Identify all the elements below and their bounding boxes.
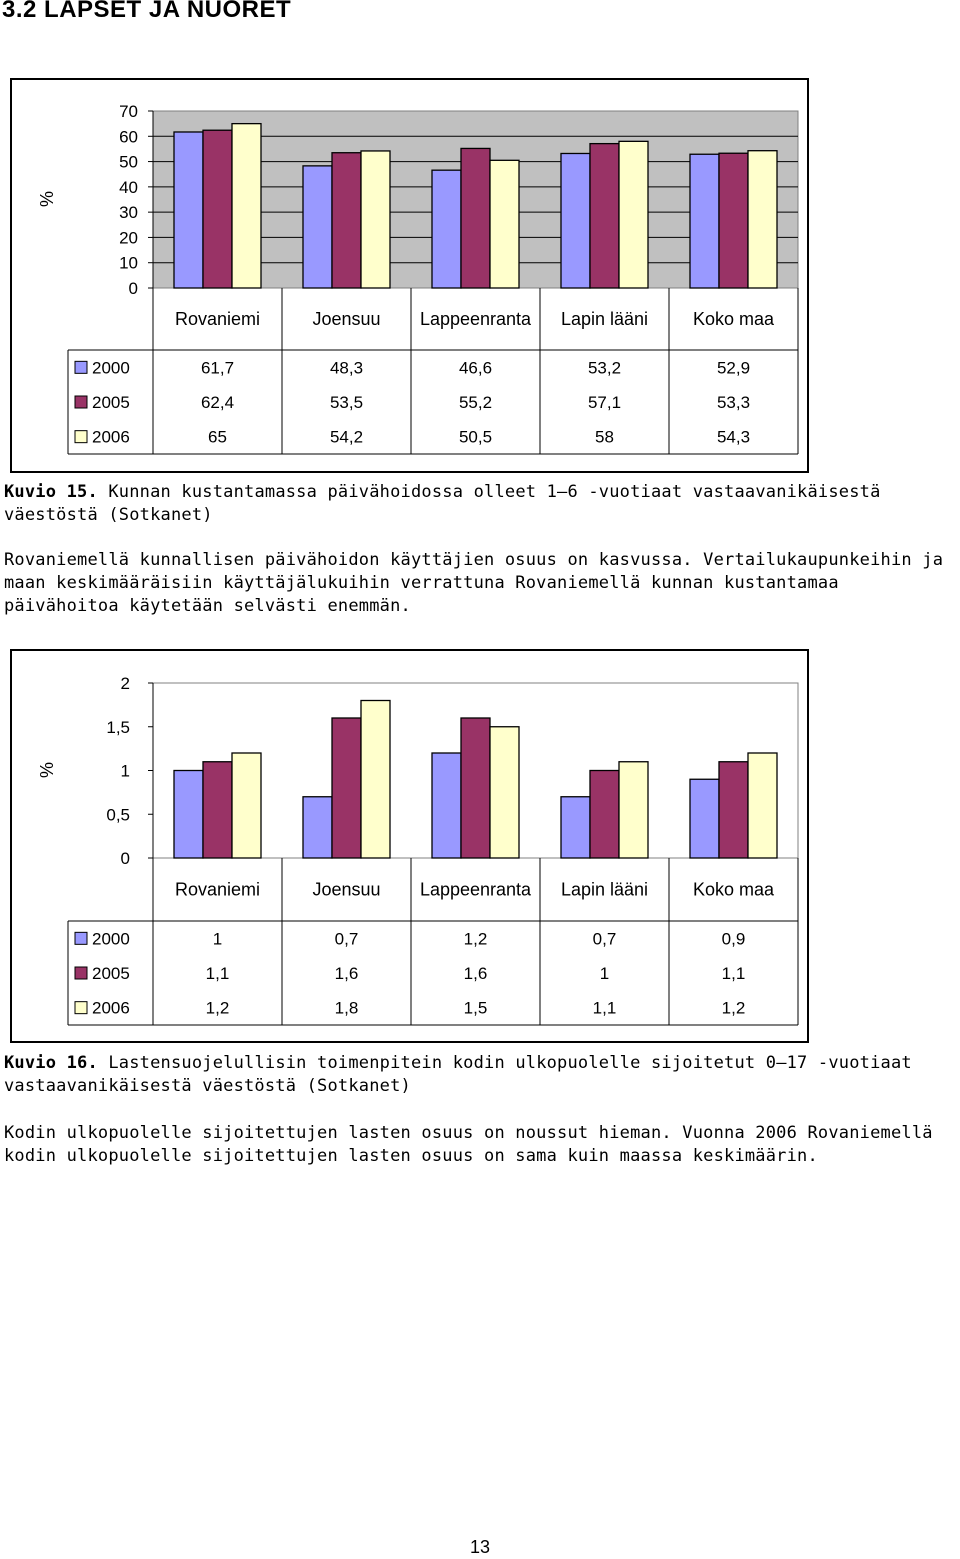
bar-2000 (561, 153, 590, 288)
data-label: 0,9 (721, 929, 746, 949)
chart-child-placement-share (10, 649, 809, 1043)
bar-2000 (303, 797, 332, 858)
bar-2000 (174, 132, 203, 288)
bar-2005 (461, 148, 490, 288)
bar-2006 (490, 160, 519, 288)
paragraph-child-placement: Kodin ulkopuolelle sijoitettujen lasten osuus on noussut hieman. Vuonna 2006 Rovaniemellä kodin ulkopuolelle sijoitettujen lasten osuus on sama kuin maassa keskimäärin. (4, 1123, 933, 1166)
figure-16-caption (4, 1052, 956, 1098)
data-label: 1,2 (463, 929, 488, 949)
y-tick-label: 1,5 (106, 717, 130, 737)
chart-svg (12, 80, 807, 471)
data-label: 1,1 (721, 964, 746, 983)
x-tick-label: Koko maa (692, 879, 775, 900)
bar-2006 (232, 753, 261, 858)
bar-2006 (619, 141, 648, 288)
data-label: 1,6 (463, 964, 488, 983)
bar-2006 (361, 701, 390, 859)
legend-label: 2000 (92, 929, 130, 949)
chart-svg (12, 651, 807, 1041)
data-label: 62,4 (200, 393, 235, 412)
y-tick-label: 50 (119, 152, 138, 172)
legend-label: 2006 (92, 998, 130, 1018)
data-label: 54,2 (329, 427, 364, 447)
legend-key-2006 (75, 1002, 87, 1014)
legend-label: 2005 (92, 393, 130, 412)
y-tick-label: 0,5 (106, 805, 130, 825)
y-tick-label: 0 (128, 279, 138, 298)
data-label: 1,2 (205, 998, 230, 1018)
bar-2005 (461, 718, 490, 858)
data-label: 65 (208, 427, 227, 447)
legend-label: 2000 (92, 358, 130, 378)
x-tick-label: Lappeenranta (419, 879, 532, 900)
bar-2005 (332, 153, 361, 288)
bar-2006 (490, 727, 519, 858)
y-axis-label: % (37, 190, 57, 208)
figure-15-caption (4, 481, 956, 527)
bar-2005 (590, 771, 619, 859)
legend-key-2006 (75, 431, 87, 443)
y-tick-label: 10 (119, 253, 138, 273)
y-tick-label: 30 (119, 203, 138, 223)
data-label: 53,3 (716, 393, 751, 412)
bar-2000 (432, 753, 461, 858)
x-tick-label: Joensuu (312, 879, 381, 900)
bar-2005 (203, 130, 232, 288)
data-label: 1,1 (592, 998, 617, 1018)
y-tick-label: 2 (120, 674, 130, 693)
data-label: 55,2 (458, 393, 493, 412)
data-label: 52,9 (716, 358, 751, 378)
bar-2006 (619, 762, 648, 858)
legend-key-2000 (75, 932, 87, 944)
data-label: 54,3 (716, 427, 751, 447)
paragraph-day-care: Rovaniemellä kunnallisen päivähoidon käyttäjien osuus on kasvussa. Vertailukaupunkeihin ja maan keskimääräisiin käyttäjälukuihin verrattuna Rovaniemellä kunnan kustantamaa päivähoitoa käytetään selvästi enemmän. (4, 550, 944, 616)
x-tick-label: Lappeenranta (419, 309, 532, 329)
data-label: 0,7 (334, 929, 359, 949)
figure-16-label: Kuvio 16. (4, 1053, 98, 1073)
legend-key-2005 (75, 967, 87, 979)
figure-15-label: Kuvio 15. (4, 482, 98, 502)
y-tick-label: 40 (119, 177, 138, 197)
bar-2000 (174, 771, 203, 859)
y-tick-label: 60 (119, 127, 138, 147)
bar-2000 (690, 154, 719, 288)
bar-2006 (748, 753, 777, 858)
data-label: 57,1 (587, 393, 622, 412)
bar-2000 (690, 779, 719, 858)
x-tick-label: Rovaniemi (174, 879, 261, 900)
figure-15-text: Kunnan kustantamassa päivähoidossa olleet 1—6 -vuotiaat vastaavanikäisestä väestöstä (Sotkanet) (4, 482, 881, 525)
data-label: 1,2 (721, 998, 746, 1018)
bar-2005 (332, 718, 361, 858)
x-tick-label: Lapin lääni (560, 309, 649, 329)
bar-2005 (719, 153, 748, 288)
bar-2005 (590, 144, 619, 288)
bar-2005 (719, 762, 748, 858)
data-label: 0,7 (592, 929, 617, 949)
chart-day-care-share (10, 78, 809, 473)
data-label: 50,5 (458, 427, 493, 447)
data-label: 1,6 (334, 964, 359, 983)
data-label: 1 (212, 929, 223, 949)
x-tick-label: Lapin lääni (560, 879, 649, 900)
data-label: 53,2 (587, 358, 622, 378)
data-label: 1,1 (205, 964, 230, 983)
x-tick-label: Rovaniemi (174, 309, 261, 329)
x-tick-label: Koko maa (692, 309, 775, 329)
data-label: 1,5 (463, 998, 488, 1018)
data-label: 1,8 (334, 998, 359, 1018)
bar-2006 (361, 151, 390, 288)
y-axis-label: % (37, 761, 57, 779)
x-tick-label: Joensuu (312, 309, 381, 329)
data-label: 46,6 (458, 358, 493, 378)
data-label: 48,3 (329, 358, 364, 378)
bar-2006 (748, 151, 777, 288)
bar-2000 (561, 797, 590, 858)
y-tick-label: 0 (120, 849, 130, 868)
legend-label: 2006 (92, 427, 130, 447)
legend-label: 2005 (92, 964, 130, 983)
bar-2000 (303, 166, 332, 288)
y-tick-label: 20 (119, 228, 138, 248)
bar-2005 (203, 762, 232, 858)
data-label: 53,5 (329, 393, 364, 412)
legend-key-2005 (75, 396, 87, 408)
legend-key-2000 (75, 361, 87, 373)
data-label: 58 (595, 427, 614, 447)
y-tick-label: 1 (120, 761, 130, 781)
data-label: 61,7 (200, 358, 235, 378)
page-number: 13 (469, 1537, 491, 1557)
bar-2000 (432, 170, 461, 288)
figure-16-text: Lastensuojelullisin toimenpitein kodin ulkopuolelle sijoitetut 0—17 -vuotiaat vastaavanikäisestä väestöstä (Sotkanet) (4, 1053, 912, 1096)
bar-2006 (232, 124, 261, 288)
section-title: 3.2 LAPSET JA NUORET (2, 0, 292, 23)
y-tick-label: 70 (119, 102, 138, 121)
data-label: 1 (599, 964, 610, 983)
